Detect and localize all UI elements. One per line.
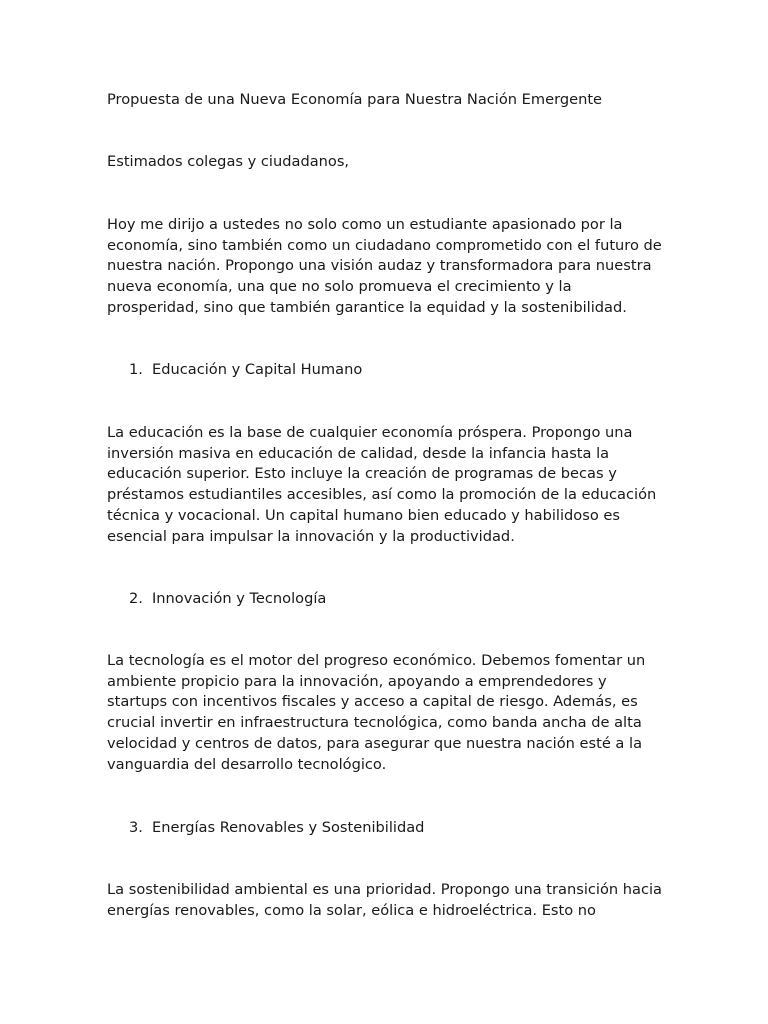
section-title: Educación y Capital Humano [152, 361, 363, 378]
section-number: 3. [129, 819, 143, 836]
section-heading-2 [129, 589, 326, 610]
intro-paragraph: Hoy me dirijo a ustedes no solo como un estudiante apasionado por la economía, sino también como un ciudadano comprometido con el futuro de nuestra nación. Propongo una visión audaz y transformadora para nuestra nueva economía, una que no solo promueva el crecimiento y la prosperidad, sino que también garantice la equidad y la sostenibilidad. [107, 216, 662, 316]
section-number: 1. [129, 361, 143, 378]
section-heading-3 [129, 818, 424, 839]
section-title: Energías Renovables y Sostenibilidad [152, 819, 425, 836]
section-paragraph-3: La sostenibilidad ambiental es una prioridad. Propongo una transición hacia energías renovables, como la solar, eólica e hidroeléctrica. Esto no [107, 881, 662, 919]
section-heading-1 [129, 360, 362, 381]
section-paragraph-1: La educación es la base de cualquier economía próspera. Propongo una inversión masiva en educación de calidad, desde la infancia hasta la educación superior. Esto incluye la creación de programas de becas y préstamos estudiantiles accesibles, así como la promoción de la educación técnica y vocacional. Un capital humano bien educado y habilidoso es esencial para impulsar la innovación y la productividad. [107, 424, 657, 545]
greeting-line: Estimados colegas y ciudadanos, [107, 153, 350, 170]
section-number: 2. [129, 590, 143, 607]
document-title: Propuesta de una Nueva Economía para Nuestra Nación Emergente [107, 91, 603, 108]
section-paragraph-2: La tecnología es el motor del progreso económico. Debemos fomentar un ambiente propicio para la innovación, apoyando a emprendedores y startups con incentivos fiscales y acceso a capital de riesgo. Además, es crucial invertir en infraestructura tecnológica, como banda ancha de alta velocidad y centros de datos, para asegurar que nuestra nación esté a la vanguardia del desarrollo tecnológico. [107, 652, 646, 773]
section-title: Innovación y Tecnología [152, 590, 327, 607]
